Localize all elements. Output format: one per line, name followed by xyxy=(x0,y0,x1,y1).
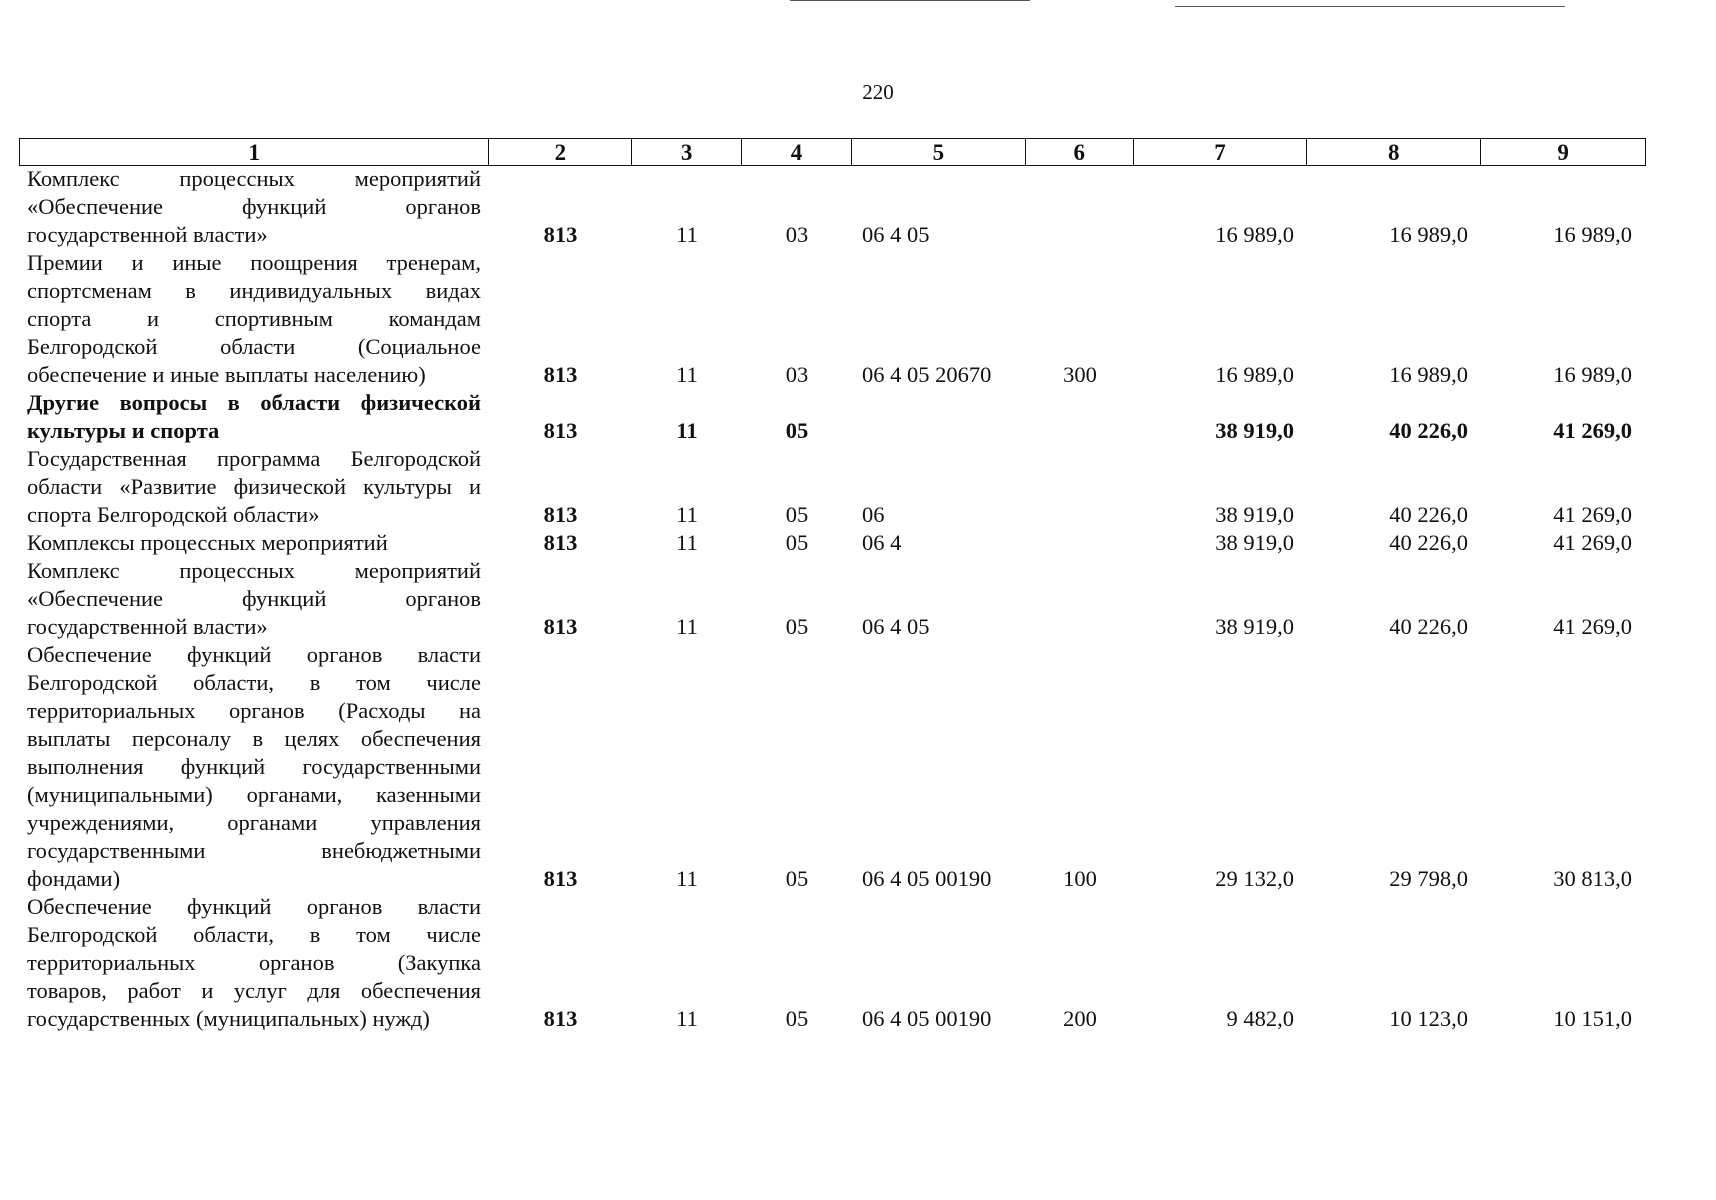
subsection-code: 05 xyxy=(785,502,809,527)
description-line: Комплекс процессных мероприятий xyxy=(27,166,481,191)
target-article-code: 06 4 05 00190 xyxy=(862,866,992,891)
description-line: государственной власти» xyxy=(27,614,268,639)
description-line: выплаты персоналу в целях обеспечения xyxy=(27,726,481,751)
column-header-3: 3 xyxy=(632,139,742,165)
description-line: выполнения функций государственными xyxy=(27,754,481,779)
column-header-7: 7 xyxy=(1134,139,1308,165)
scan-artifact-line-left xyxy=(790,0,1030,1)
description-line: Премии и иные поощрения тренерам, xyxy=(27,250,481,275)
row-description xyxy=(19,893,489,1033)
description-line: Обеспечение функций органов власти xyxy=(27,642,481,667)
section-code: 11 xyxy=(676,530,698,555)
description-line: спорта Белгородской области» xyxy=(27,502,320,527)
amount-col-7: 38 919,0 xyxy=(1215,614,1294,639)
section-code: 11 xyxy=(676,502,698,527)
expense-type-code: 300 xyxy=(1063,362,1097,387)
description-line: Комплекс процессных мероприятий xyxy=(27,558,481,583)
amount-col-9: 41 269,0 xyxy=(1553,502,1632,527)
column-header-4: 4 xyxy=(742,139,852,165)
column-header-2: 2 xyxy=(489,139,632,165)
description-line: Белгородской области, в том числе xyxy=(27,670,481,695)
ministry-code: 813 xyxy=(543,1006,578,1031)
amount-col-8: 40 226,0 xyxy=(1389,530,1468,555)
subsection-code: 05 xyxy=(785,866,809,891)
section-code: 11 xyxy=(676,222,698,247)
description-line: области «Развитие физической культуры и xyxy=(27,474,481,499)
description-line: (муниципальными) органами, казенными xyxy=(27,782,481,807)
table-row xyxy=(19,641,1646,893)
row-description xyxy=(19,389,489,445)
row-description xyxy=(19,165,489,249)
ministry-code: 813 xyxy=(543,222,578,247)
section-code: 11 xyxy=(676,418,698,443)
description-line: спортсменам в индивидуальных видах xyxy=(27,278,481,303)
description-line: фондами) xyxy=(27,866,121,891)
page-number: 220 xyxy=(862,80,894,104)
expense-type-code: 100 xyxy=(1063,866,1097,891)
row-description xyxy=(19,641,489,893)
subsection-code: 05 xyxy=(785,530,809,555)
table-row xyxy=(19,529,1646,557)
row-description xyxy=(19,529,489,557)
description-line: Комплексы процессных мероприятий xyxy=(27,530,388,555)
description-line: территориальных органов (Закупка xyxy=(27,950,481,975)
description-line: Белгородской области, в том числе xyxy=(27,922,481,947)
table-row xyxy=(19,389,1646,445)
description-line: товаров, работ и услуг для обеспечения xyxy=(27,978,481,1003)
amount-col-9: 30 813,0 xyxy=(1553,866,1632,891)
description-line: территориальных органов (Расходы на xyxy=(27,698,481,723)
table-row xyxy=(19,557,1646,641)
amount-col-8: 16 989,0 xyxy=(1389,362,1468,387)
amount-col-7: 16 989,0 xyxy=(1215,362,1294,387)
amount-col-9: 41 269,0 xyxy=(1553,530,1632,555)
target-article-code: 06 xyxy=(862,502,885,527)
description-line: культуры и спорта xyxy=(27,418,220,443)
description-line: государственных (муниципальных) нужд) xyxy=(27,1006,430,1031)
description-line: Государственная программа Белгородской xyxy=(27,446,481,471)
row-description xyxy=(19,557,489,641)
description-line: Обеспечение функций органов власти xyxy=(27,894,481,919)
description-line: Белгородской области (Социальное xyxy=(27,334,481,359)
amount-col-8: 16 989,0 xyxy=(1389,222,1468,247)
column-header-8: 8 xyxy=(1307,139,1481,165)
row-description xyxy=(19,445,489,529)
amount-col-7: 9 482,0 xyxy=(1226,1006,1294,1031)
ministry-code: 813 xyxy=(543,614,578,639)
subsection-code: 05 xyxy=(785,1006,809,1031)
ministry-code: 813 xyxy=(543,418,578,443)
column-header-1: 1 xyxy=(20,139,489,165)
ministry-code: 813 xyxy=(543,530,578,555)
subsection-code: 05 xyxy=(785,418,809,443)
target-article-code: 06 4 05 xyxy=(862,222,930,247)
table-row xyxy=(19,445,1646,529)
amount-col-9: 10 151,0 xyxy=(1553,1006,1632,1031)
description-line: государственными внебюджетными xyxy=(27,838,481,863)
target-article-code: 06 4 xyxy=(862,530,902,555)
amount-col-9: 41 269,0 xyxy=(1553,418,1632,443)
column-header-5: 5 xyxy=(852,139,1026,165)
description-line: спорта и спортивным командам xyxy=(27,306,481,331)
expense-type-code: 200 xyxy=(1063,1006,1097,1031)
subsection-code: 03 xyxy=(785,222,809,247)
amount-col-9: 41 269,0 xyxy=(1553,614,1632,639)
section-code: 11 xyxy=(676,362,698,387)
description-line: «Обеспечение функций органов xyxy=(27,194,481,219)
description-line: учреждениями, органами управления xyxy=(27,810,481,835)
table-row xyxy=(19,893,1646,1033)
amount-col-9: 16 989,0 xyxy=(1553,362,1632,387)
ministry-code: 813 xyxy=(543,362,578,387)
amount-col-8: 10 123,0 xyxy=(1389,1006,1468,1031)
table-row xyxy=(19,249,1646,389)
subsection-code: 03 xyxy=(785,362,809,387)
row-description xyxy=(19,249,489,389)
description-line: Другие вопросы в области физической xyxy=(27,390,481,415)
amount-col-8: 40 226,0 xyxy=(1389,614,1468,639)
description-line: государственной власти» xyxy=(27,222,268,247)
subsection-code: 05 xyxy=(785,614,809,639)
table-body xyxy=(19,165,1646,1033)
amount-col-8: 40 226,0 xyxy=(1389,502,1468,527)
target-article-code: 06 4 05 00190 xyxy=(862,1006,992,1031)
section-code: 11 xyxy=(676,614,698,639)
table-header-row xyxy=(19,138,1646,166)
amount-col-9: 16 989,0 xyxy=(1553,222,1632,247)
column-header-6: 6 xyxy=(1026,139,1134,165)
table-row xyxy=(19,165,1646,249)
amount-col-7: 38 919,0 xyxy=(1215,530,1294,555)
amount-col-7: 29 132,0 xyxy=(1215,866,1294,891)
ministry-code: 813 xyxy=(543,502,578,527)
amount-col-8: 29 798,0 xyxy=(1389,866,1468,891)
scan-artifact-line-right xyxy=(1175,6,1565,7)
amount-col-8: 40 226,0 xyxy=(1389,418,1468,443)
description-line: «Обеспечение функций органов xyxy=(27,586,481,611)
section-code: 11 xyxy=(676,1006,698,1031)
target-article-code: 06 4 05 xyxy=(862,614,930,639)
description-line: обеспечение и иные выплаты населению) xyxy=(27,362,426,387)
target-article-code: 06 4 05 20670 xyxy=(862,362,992,387)
amount-col-7: 16 989,0 xyxy=(1215,222,1294,247)
section-code: 11 xyxy=(676,866,698,891)
amount-col-7: 38 919,0 xyxy=(1215,418,1294,443)
amount-col-7: 38 919,0 xyxy=(1215,502,1294,527)
column-header-9: 9 xyxy=(1557,140,1569,165)
ministry-code: 813 xyxy=(543,866,578,891)
